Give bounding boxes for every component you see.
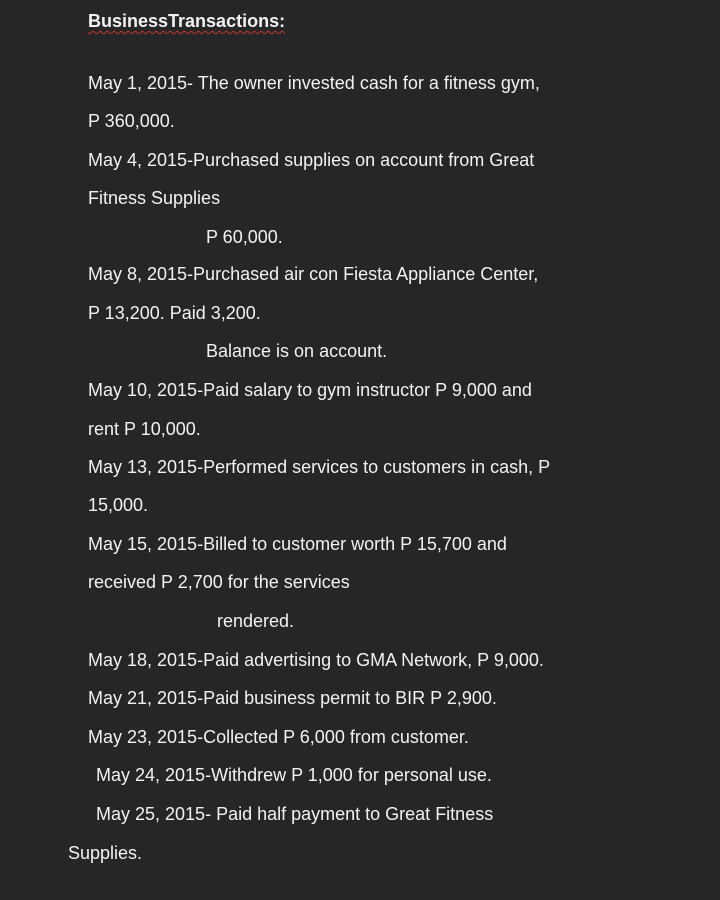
transaction-line: May 23, 2015-Collected P 6,000 from customer. [88, 727, 469, 747]
transaction-line: May 1, 2015- The owner invested cash for a fitness gym, [88, 73, 540, 93]
transaction-line: May 10, 2015-Paid salary to gym instructor P 9,000 and [88, 380, 532, 400]
transaction-line: P 60,000. [206, 227, 283, 247]
transaction-line: Supplies. [68, 843, 143, 863]
transaction-line: rent P 10,000. [88, 419, 201, 439]
transaction-line: May 25, 2015- Paid half payment to Great Fitness [96, 804, 494, 824]
transaction-line: rendered. [217, 611, 295, 631]
transaction-line: P 360,000. [88, 111, 175, 131]
document-title: BusinessTransactions: [88, 11, 286, 31]
transaction-line: Balance is on account. [206, 341, 388, 361]
transaction-line: May 18, 2015-Paid advertising to GMA Network, P 9,000. [88, 650, 544, 670]
transaction-line: May 8, 2015-Purchased air con Fiesta Appliance Center, [88, 264, 539, 284]
transaction-line: 15,000. [88, 495, 149, 515]
transaction-line: May 4, 2015-Purchased supplies on account from Great [88, 150, 535, 170]
transaction-line: received P 2,700 for the services [88, 572, 350, 592]
transaction-line: Fitness Supplies [88, 188, 221, 208]
transaction-line: May 15, 2015-Billed to customer worth P 15,700 and [88, 534, 507, 554]
transaction-line: May 13, 2015-Performed services to customers in cash, P [88, 457, 551, 477]
transaction-line: May 24, 2015-Withdrew P 1,000 for personal use. [96, 765, 492, 785]
transaction-line: P 13,200. Paid 3,200. [88, 303, 261, 323]
transaction-line: May 21, 2015-Paid business permit to BIR P 2,900. [88, 688, 497, 708]
